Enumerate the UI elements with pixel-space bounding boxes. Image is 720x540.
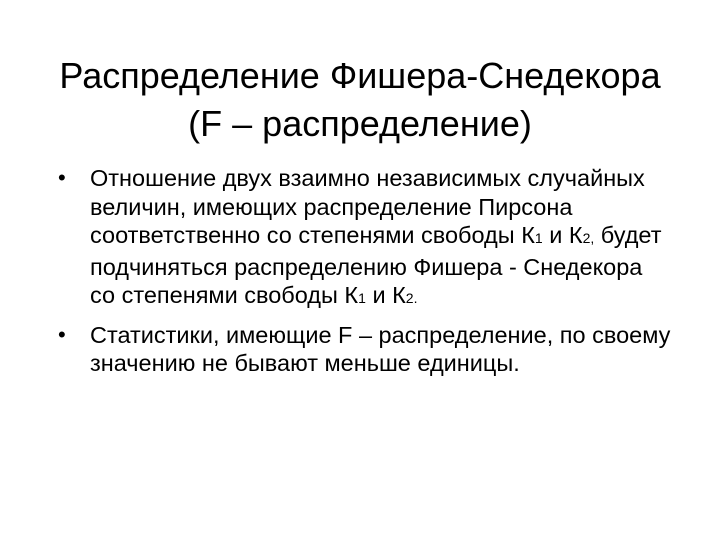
bullet-dot-icon: • bbox=[58, 321, 66, 347]
bullet-1-subscript-c: 1 bbox=[358, 290, 366, 306]
bullet-1-subscript-b: 2, bbox=[582, 230, 595, 246]
bullet-1-text-a: Отношение двух взаимно независимых случайных величин, имеющих распределение Пирсона соответственно со степенями свободы К bbox=[90, 165, 645, 248]
bullet-1-text-d: и К bbox=[365, 282, 406, 308]
slide-body bbox=[52, 164, 672, 386]
bullet-1-subscript-d: 2. bbox=[405, 290, 418, 306]
slide-title-line-1: Распределение Фишера-Снедекора bbox=[59, 55, 661, 96]
slide-title bbox=[36, 52, 684, 148]
bullet-1-subscript-a: 1 bbox=[534, 230, 543, 246]
bullet-1-text-c: будет подчиняться распределению Фишера - Снедекора со степенями свободы К bbox=[90, 222, 662, 308]
slide-title-line-2: (F – распределение) bbox=[188, 103, 532, 144]
bullet-1-text-b: и К bbox=[542, 222, 583, 248]
bullet-2-text: Статистики, имеющие F – распределение, по своему значению не бывают меньше единицы. bbox=[90, 321, 671, 376]
bullet-dot-icon: • bbox=[58, 165, 66, 190]
bullet-item-1 bbox=[52, 164, 672, 313]
bullet-item-2 bbox=[52, 321, 672, 378]
